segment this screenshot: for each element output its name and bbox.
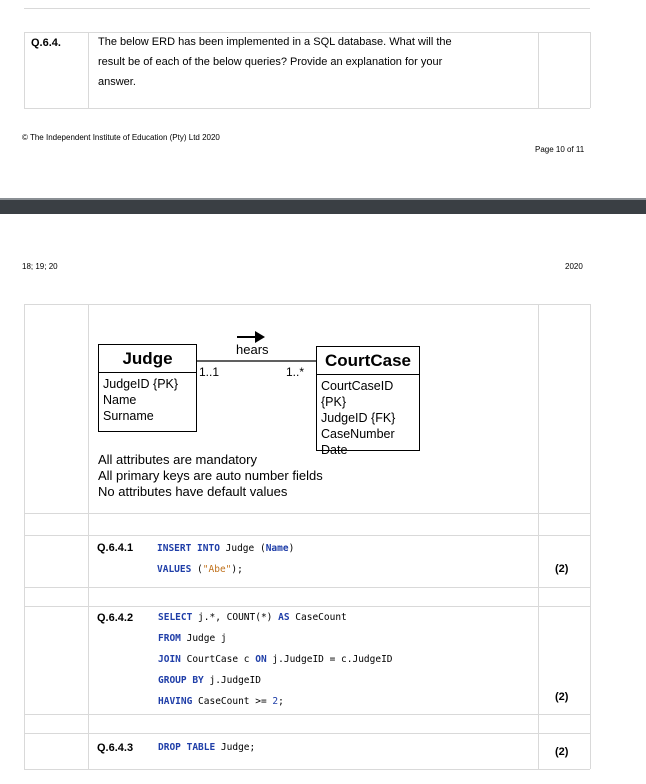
- question-text-line: result be of each of the below queries? Provide an explanation for your: [98, 56, 443, 68]
- courtcase-attribute: Date: [321, 443, 348, 457]
- subquestion-number: Q.6.4.2: [97, 612, 134, 624]
- sql-code-block: [158, 737, 255, 758]
- code-keyword: INSERT INTO: [157, 543, 220, 554]
- erd-note: All attributes are mandatory: [98, 452, 257, 467]
- code-text: j.JudgeID = c.JudgeID: [266, 654, 393, 665]
- code-text: CourtCase c: [180, 654, 256, 665]
- relationship-label: hears: [236, 342, 269, 357]
- code-line: [158, 628, 393, 649]
- sql-code-block: [158, 607, 393, 712]
- code-text: CaseCount: [289, 612, 347, 623]
- code-line: [158, 737, 255, 758]
- code-keyword: SELECT: [158, 612, 193, 623]
- erd-notes: [98, 452, 323, 500]
- erd-note: No attributes have default values: [98, 484, 288, 499]
- code-keyword: JOIN: [158, 654, 181, 665]
- question-text: [98, 32, 534, 92]
- marks: (2): [555, 691, 569, 703]
- code-number: 2: [272, 696, 279, 707]
- code-text: Judge (: [219, 543, 266, 554]
- code-keyword: ON: [255, 654, 267, 665]
- judge-entity-title: Judge: [99, 345, 196, 373]
- code-line: [157, 559, 294, 580]
- code-line: [158, 691, 393, 712]
- code-keyword: GROUP BY: [158, 675, 204, 686]
- question-text-line: answer.: [98, 76, 136, 88]
- left-multiplicity: 1..1: [199, 365, 220, 379]
- courtcase-entity: [316, 346, 420, 457]
- code-text: CaseCount >=: [192, 696, 273, 707]
- right-multiplicity: 1..*: [286, 365, 305, 379]
- code-column: Name: [265, 543, 289, 554]
- header-year: 2020: [565, 262, 583, 271]
- code-text: ): [288, 543, 295, 554]
- judge-entity: [98, 344, 197, 432]
- page-separator: [0, 200, 646, 214]
- courtcase-entity-title: CourtCase: [317, 347, 419, 375]
- code-text: j.JudgeID: [203, 675, 261, 686]
- code-keyword: FROM: [158, 633, 181, 644]
- subquestion-number: Q.6.4.1: [97, 542, 134, 554]
- header-code: 18; 19; 20: [22, 262, 58, 271]
- code-text: Judge j: [180, 633, 227, 644]
- page-number: Page 10 of 11: [535, 145, 585, 154]
- judge-attribute: JudgeID {PK}: [103, 377, 179, 391]
- code-keyword: DROP TABLE: [158, 742, 216, 753]
- code-string: "Abe": [202, 564, 232, 575]
- courtcase-attribute: JudgeID {FK}: [321, 411, 396, 425]
- code-text: ;: [278, 696, 284, 707]
- question-number: Q.6.4.: [31, 37, 61, 49]
- subquestion-number: Q.6.4.3: [97, 742, 134, 754]
- code-text: );: [231, 564, 243, 575]
- code-text: (: [191, 564, 203, 575]
- question-text-line: The below ERD has been implemented in a SQL database. What will the: [98, 36, 452, 48]
- code-keyword: HAVING: [158, 696, 193, 707]
- code-line: [158, 649, 393, 670]
- copyright-footer: © The Independent Institute of Education (Pty) Ltd 2020: [22, 133, 220, 142]
- courtcase-attribute: CourtCaseID {PK}: [321, 379, 394, 409]
- judge-attribute: Name: [103, 393, 137, 407]
- code-line: [157, 538, 294, 559]
- code-line: [158, 670, 393, 691]
- code-text: j.*, COUNT(*): [192, 612, 279, 623]
- marks: (2): [555, 746, 569, 758]
- judge-attribute: Surname: [103, 409, 154, 423]
- sql-code-block: [157, 538, 294, 580]
- code-line: [158, 607, 393, 628]
- code-keyword: AS: [278, 612, 290, 623]
- code-text: Judge;: [215, 742, 256, 753]
- courtcase-attribute: CaseNumber: [321, 427, 395, 441]
- marks: (2): [555, 563, 569, 575]
- code-keyword: VALUES: [157, 564, 192, 575]
- erd-note: All primary keys are auto number fields: [98, 468, 323, 483]
